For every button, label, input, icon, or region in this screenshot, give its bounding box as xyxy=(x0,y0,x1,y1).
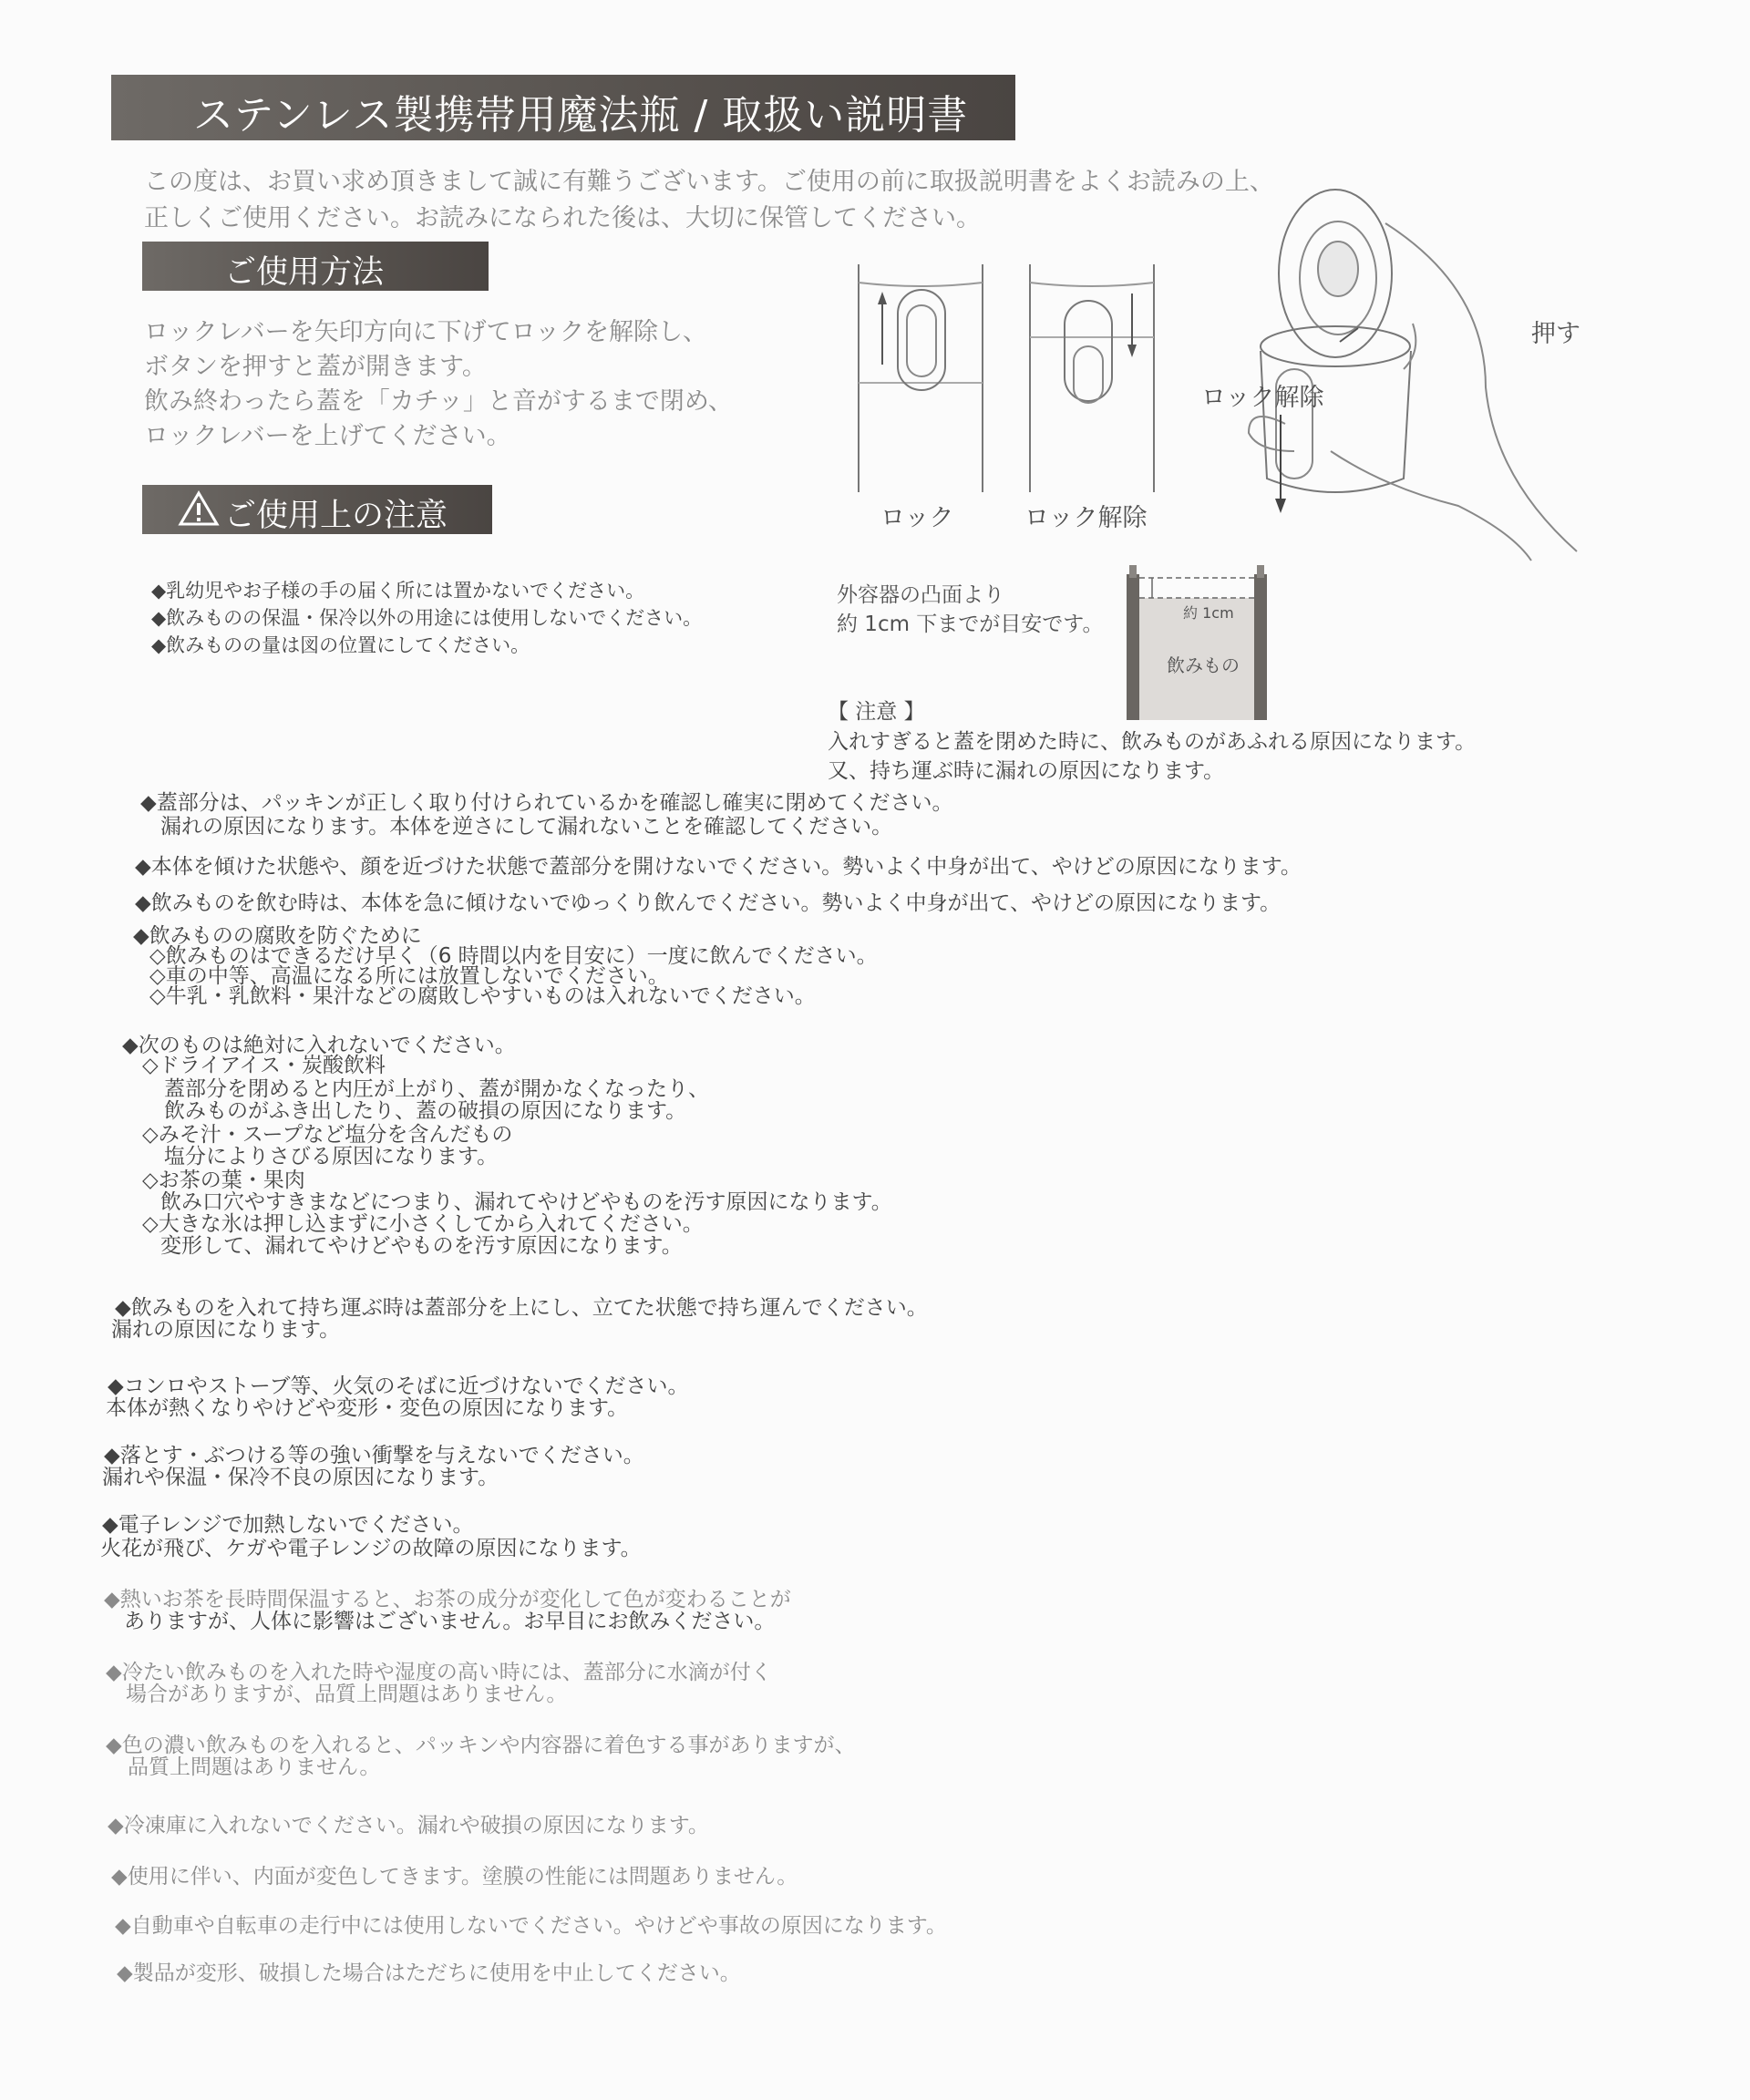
usage-text xyxy=(144,315,733,454)
caution-line: 本体が熱くなりやけどや変形・変色の原因になります。 xyxy=(106,1396,629,1420)
caution-line: ◇飲みものはできるだけ早く（6 時間以内を目安に）一度に飲んでください。 xyxy=(149,944,878,968)
push-label: 押す xyxy=(1531,320,1580,348)
caution-line: 飲みものがふき出したり、蓋の破損の原因になります。 xyxy=(164,1099,687,1123)
caution-line: ◇ドライアイス・炭酸飲料 xyxy=(142,1054,386,1077)
caution-line: ◆飲みものを入れて持ち運ぶ時は蓋部分を上にし、立てた状態で持ち運んでください。 xyxy=(115,1296,928,1320)
caution-line: 蓋部分を閉めると内圧が上がり、蓋が開かなくなったり、 xyxy=(164,1077,709,1101)
usage-line: ボタンを押すと蓋が開きます。 xyxy=(144,353,487,381)
caution-line: 漏れの原因になります。本体を逆さにして漏れないことを確認してください。 xyxy=(160,815,893,839)
caution-note-line: 入れすぎると蓋を閉めた時に、飲みものがあふれる原因になります。 xyxy=(828,730,1477,754)
usage-line: ロックレバーを矢印方向に下げてロックを解除し、 xyxy=(144,318,708,346)
caution-line: ◆飲みものの腐敗を防ぐために xyxy=(133,924,422,948)
caution-line: ありますが、人体に影響はございません。お早目にお飲みください。 xyxy=(124,1610,776,1633)
usage-line: ロックレバーを上げてください。 xyxy=(144,422,511,450)
lock-label: ロック xyxy=(880,504,954,532)
bottle-unlocked-illustration xyxy=(1030,264,1154,492)
caution-line: ◆電子レンジで加熱しないでください。 xyxy=(102,1513,474,1537)
caution-line: ◆落とす・ぶつける等の強い衝撃を与えないでください。 xyxy=(104,1444,644,1467)
usage-heading-banner xyxy=(142,242,489,291)
caution-line: 品質上問題はありません。 xyxy=(128,1755,381,1779)
caution-line: ◇牛乳・乳飲料・果汁などの腐敗しやすいものは入れないでください。 xyxy=(149,984,816,1008)
caution-line: ◆コンロやストーブ等、火気のそばに近づけないでください。 xyxy=(108,1374,689,1398)
down-arrow-icon xyxy=(1271,415,1290,515)
caution-line: ◇車の中等、高温になる所には放置しないでください。 xyxy=(149,964,669,988)
caution-line: ◆製品が変形、破損した場合はただちに使用を中止してください。 xyxy=(117,1961,741,1985)
usage-line: 飲み終わったら蓋を「カチッ」と音がするまで閉め、 xyxy=(144,387,733,416)
caution-line: ◇お茶の葉・果肉 xyxy=(142,1168,305,1192)
caution-line: ◆蓋部分は、パッキンが正しく取り付けられているかを確認し確実に閉めてください。 xyxy=(140,791,953,815)
page-title: ステンレス製携帯用魔法瓶 / 取扱い説明書 xyxy=(193,92,969,139)
level-note-line: 約 1cm 下までが目安です。 xyxy=(837,612,1104,636)
bottle-locked-illustration xyxy=(859,264,983,492)
caution-line: 飲み口穴やすきまなどにつまり、漏れてやけどやものを汚す原因になります。 xyxy=(160,1190,892,1214)
caution-line: ◆色の濃い飲みものを入れると、パッキンや内容器に着色する事がありますが、 xyxy=(106,1734,856,1757)
usage-heading: ご使用方法 xyxy=(224,254,385,291)
lock-diagram xyxy=(848,264,1158,501)
unlock-label: ロック解除 xyxy=(1024,504,1148,532)
caution-note-heading: 【 注意 】 xyxy=(828,700,925,724)
caution-heading-banner xyxy=(142,485,492,534)
caution-note-line: 又、持ち運ぶ時に漏れの原因になります。 xyxy=(828,759,1225,783)
caution-line: ◆飲みものを飲む時は、本体を急に傾けないでゆっくり飲んでください。勢いよく中身が出て、やけどの原因になります。 xyxy=(135,891,1282,915)
open-lid-illustration xyxy=(1185,178,1586,561)
caution-item: ◆飲みものの保温・保冷以外の用途には使用しないでください。 xyxy=(151,607,703,629)
caution-line: ◇みそ汁・スープなど塩分を含んだもの xyxy=(142,1123,513,1147)
caution-line: 火花が飛び、ケガや電子レンジの故障の原因になります。 xyxy=(100,1537,642,1560)
level-note-line: 外容器の凸面より xyxy=(837,583,1004,607)
caution-item: ◆乳幼児やお子様の手の届く所には置かないでください。 xyxy=(151,580,645,602)
caution-item: ◆飲みものの量は図の位置にしてください。 xyxy=(151,634,530,656)
intro-line: 正しくご使用ください。お読みになられた後は、大切に保管してください。 xyxy=(144,204,981,232)
caution-line: ◆自動車や自転車の走行中には使用しないでください。やけどや事故の原因になります。 xyxy=(115,1914,947,1938)
caution-line: 変形して、漏れてやけどやものを汚す原因になります。 xyxy=(160,1234,683,1258)
drink-label: 飲みもの xyxy=(1167,654,1240,676)
caution-line: ◇大きな氷は押し込まずに小さくしてから入れてください。 xyxy=(142,1212,704,1236)
intro-text xyxy=(144,164,1347,237)
caution-line: ◆熱いお茶を長時間保温すると、お茶の成分が変化して色が変わることが xyxy=(104,1588,791,1611)
caution-heading: ご使用上の注意 xyxy=(224,498,448,534)
caution-line: ◆冷凍庫に入れないでください。漏れや破損の原因になります。 xyxy=(108,1814,709,1838)
caution-line: ◆本体を傾けた状態や、顔を近づけた状態で蓋部分を開けないでください。勢いよく中身が出て、やけどの原因になります。 xyxy=(135,855,1302,879)
level-mark-label: 約 1cm xyxy=(1183,604,1234,622)
title-banner xyxy=(111,75,1015,140)
unlock-arrow-label: ロック解除 xyxy=(1201,384,1324,412)
fill-level-illustration xyxy=(1127,565,1272,720)
caution-line: ◆冷たい飲みものを入れた時や湿度の高い時には、蓋部分に水滴が付く xyxy=(106,1661,772,1684)
caution-line: ◆使用に伴い、内面が変色してきます。塗膜の性能には問題ありません。 xyxy=(111,1865,798,1889)
caution-line: 漏れの原因になります。 xyxy=(111,1318,341,1342)
caution-line: 漏れや保温・保冷不良の原因になります。 xyxy=(102,1466,499,1489)
caution-line: 場合がありますが、品質上問題はありません。 xyxy=(126,1683,568,1706)
caution-line: 塩分によりさびる原因になります。 xyxy=(164,1145,499,1168)
intro-line: この度は、お買い求め頂きまして誠に有難うございます。ご使用の前に取扱説明書をよくお読みの上、 xyxy=(144,168,1274,196)
warning-icon xyxy=(179,490,219,527)
caution-line: ◆次のものは絶対に入れないでください。 xyxy=(122,1034,516,1057)
